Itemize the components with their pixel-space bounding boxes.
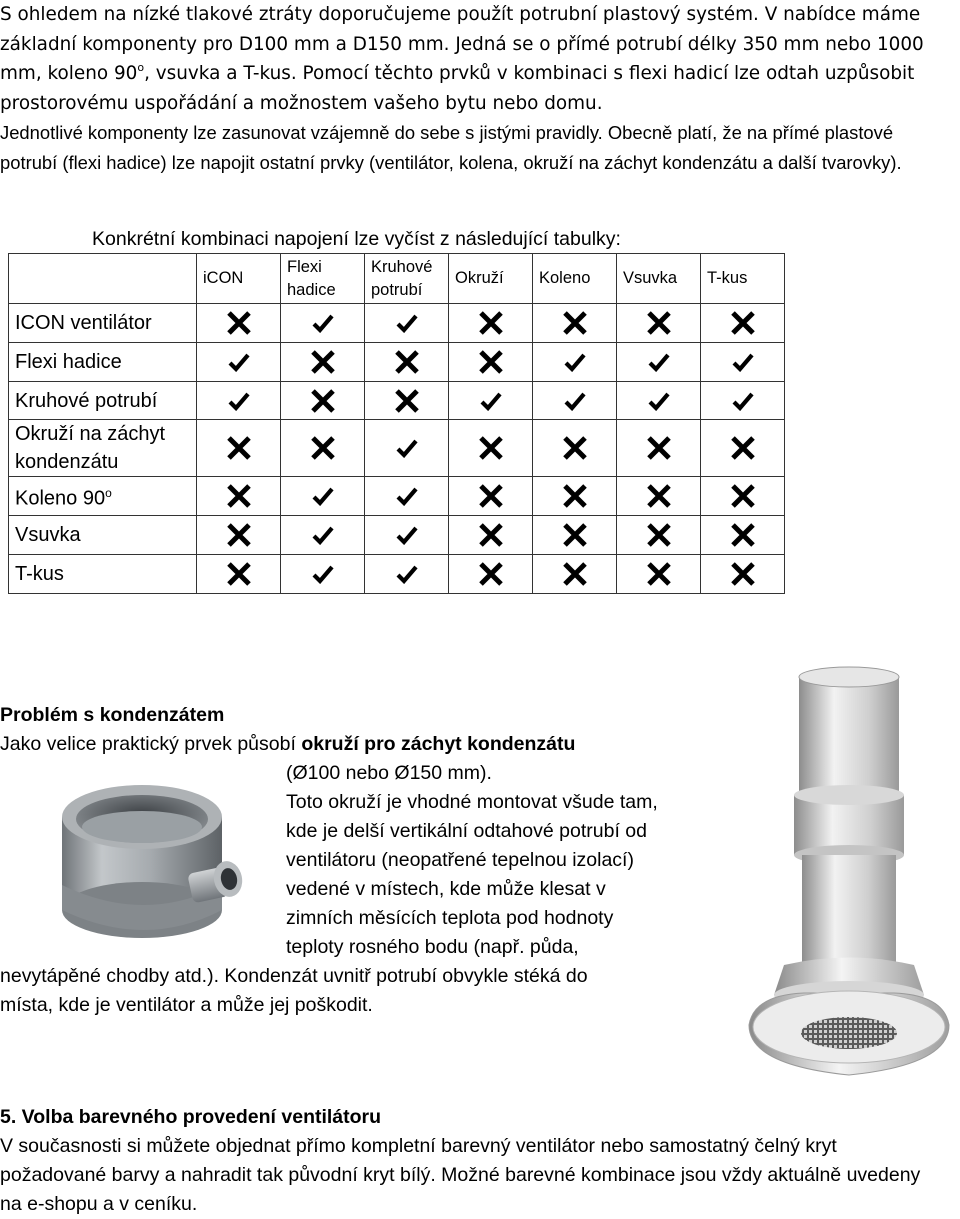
cross-icon: [281, 420, 365, 477]
compatibility-table: [8, 253, 785, 594]
table-row: [9, 304, 785, 343]
cross-icon: [197, 555, 281, 594]
cross-icon: [449, 477, 533, 516]
cross-icon: [533, 516, 617, 555]
row-label-text: T-kus: [15, 563, 64, 585]
degree-sup: o: [105, 486, 112, 501]
row-label-text: Kruhové potrubí: [15, 389, 158, 412]
condensate-line: ventilátoru (neopatřené tepelnou izolací): [286, 849, 634, 871]
cross-icon: [449, 420, 533, 477]
cross-icon: [701, 555, 785, 594]
column-header: Kruhové potrubí: [365, 254, 449, 304]
cross-icon: [533, 420, 617, 477]
intro-text-a: S ohledem na nízké tlakové ztráty doporučujeme použít potrubní plastový systém. V nabídce máme základní komponenty pro D100 mm a D150 mm. Jedná se o přímé potrubí délky 350 mm nebo 1000 mm, koleno 90: [0, 4, 924, 84]
section-5-heading: 5. Volba barevného provedení ventilátoru: [0, 1106, 382, 1128]
table-row: [9, 382, 785, 420]
checkmark-icon: [617, 382, 701, 420]
condensate-line: (Ø100 nebo Ø150 mm).: [286, 762, 492, 784]
column-header: Flexi hadice: [281, 254, 365, 304]
cross-icon: [197, 516, 281, 555]
checkmark-icon: [281, 555, 365, 594]
checkmark-icon: [365, 555, 449, 594]
checkmark-icon: [701, 343, 785, 382]
condensate-line-1: [0, 730, 575, 759]
column-header: Koleno: [533, 254, 617, 304]
column-header: iCON: [197, 254, 281, 304]
cross-icon: [617, 420, 701, 477]
row-label: [9, 516, 197, 555]
checkmark-icon: [197, 343, 281, 382]
condensate-line: zimních měsících teplota pod hodnoty: [286, 907, 614, 929]
condensate-line: Toto okruží je vhodné montovat všude tam,: [286, 791, 658, 813]
cross-icon: [701, 304, 785, 343]
checkmark-icon: [449, 382, 533, 420]
condensate-line: kde je delší vertikální odtahové potrubí od: [286, 820, 647, 842]
cross-icon: [617, 304, 701, 343]
row-label-text: Flexi hadice: [15, 351, 122, 373]
intro-text: [0, 0, 945, 177]
section-5-body: V současnosti si můžete objednat přímo kompletní barevný ventilátor nebo samostatný čelný kryt požadované barvy a nahradit tak původní kryt bílý. Možné barevné kombinace jsou vždy aktuálně uvedeny na e-shopu a v ceníku.: [0, 1135, 921, 1215]
condensate-line: místa, kde je ventilátor a může jej poškodit.: [0, 994, 373, 1016]
cross-icon: [533, 477, 617, 516]
cross-icon: [617, 477, 701, 516]
column-header: Okruží: [449, 254, 533, 304]
table-body: [9, 304, 785, 594]
row-label: [9, 420, 197, 477]
condensate-line: nevytápěné chodby atd.). Kondenzát uvnitř potrubí obvykle stéká do: [0, 965, 588, 987]
checkmark-icon: [533, 382, 617, 420]
cross-icon: [449, 555, 533, 594]
table-row: [9, 516, 785, 555]
cross-icon: [365, 343, 449, 382]
cross-icon: [197, 304, 281, 343]
row-label-text: ICON ventilátor: [15, 312, 152, 334]
cross-icon: [365, 382, 449, 420]
checkmark-icon: [365, 516, 449, 555]
table-title: Konkrétní kombinaci napojení lze vyčíst z následující tabulky:: [92, 228, 621, 250]
cross-icon: [533, 304, 617, 343]
column-header: Vsuvka: [617, 254, 701, 304]
table-row: [9, 420, 785, 477]
condensate-line: vedené v místech, kde může klesat v: [286, 878, 606, 900]
cross-icon: [449, 343, 533, 382]
row-label: [9, 555, 197, 594]
column-header: T-kus: [701, 254, 785, 304]
checkmark-icon: [197, 382, 281, 420]
corner-cell: [9, 254, 197, 304]
table-row: [9, 555, 785, 594]
cross-icon: [281, 343, 365, 382]
row-label-text: Vsuvka: [15, 524, 81, 546]
checkmark-icon: [365, 477, 449, 516]
checkmark-icon: [533, 343, 617, 382]
cross-icon: [197, 420, 281, 477]
ventilator-pipe-image: [744, 665, 954, 1090]
table-row: [9, 477, 785, 516]
table-header-row: [9, 254, 785, 304]
cross-icon: [533, 555, 617, 594]
checkmark-icon: [281, 516, 365, 555]
degree-sup: o: [137, 61, 145, 74]
checkmark-icon: [281, 477, 365, 516]
checkmark-icon: [365, 420, 449, 477]
row-label: [9, 477, 197, 516]
table-row: [9, 343, 785, 382]
row-label: [9, 343, 197, 382]
cross-icon: [617, 516, 701, 555]
row-label-text: Koleno 90: [15, 487, 106, 510]
condensate-highlight: okruží pro záchyt kondenzátu: [301, 733, 576, 755]
row-label-text: Okruží na záchyt kondenzátu: [15, 423, 166, 473]
row-label: [9, 304, 197, 343]
cross-icon: [449, 516, 533, 555]
condensate-heading: Problém s kondenzátem: [0, 704, 225, 726]
intro-paragraph-1: [0, 0, 945, 118]
checkmark-icon: [701, 382, 785, 420]
section-5: [0, 1103, 940, 1219]
cross-icon: [449, 304, 533, 343]
checkmark-icon: [281, 304, 365, 343]
row-label: [9, 382, 197, 420]
condensate-ring-image: [50, 775, 250, 955]
cross-icon: [617, 555, 701, 594]
cross-icon: [701, 420, 785, 477]
cross-icon: [701, 477, 785, 516]
cross-icon: [197, 477, 281, 516]
cross-icon: [281, 382, 365, 420]
cross-icon: [701, 516, 785, 555]
checkmark-icon: [365, 304, 449, 343]
intro-paragraph-2: Jednotlivé komponenty lze zasunovat vzájemně do sebe s jistými pravidly. Obecně platí, že na přímé plastové potrubí (flexi hadice) lze napojit ostatní prvky (ventilátor, kolena, okruží na záchyt kondenzátu a další tvarovky).: [0, 122, 902, 173]
condensate-line: teploty rosného bodu (např. půda,: [286, 936, 579, 958]
checkmark-icon: [617, 343, 701, 382]
intro-text-b: , vsuvka a T-kus. Pomocí těchto prvků v kombinaci s flexi hadicí lze odtah uzpůsobit prostorovému uspořádání a možnostem vašeho bytu nebo domu.: [0, 63, 915, 114]
condensate-line-1-text: Jako velice praktický prvek působí: [0, 733, 302, 755]
